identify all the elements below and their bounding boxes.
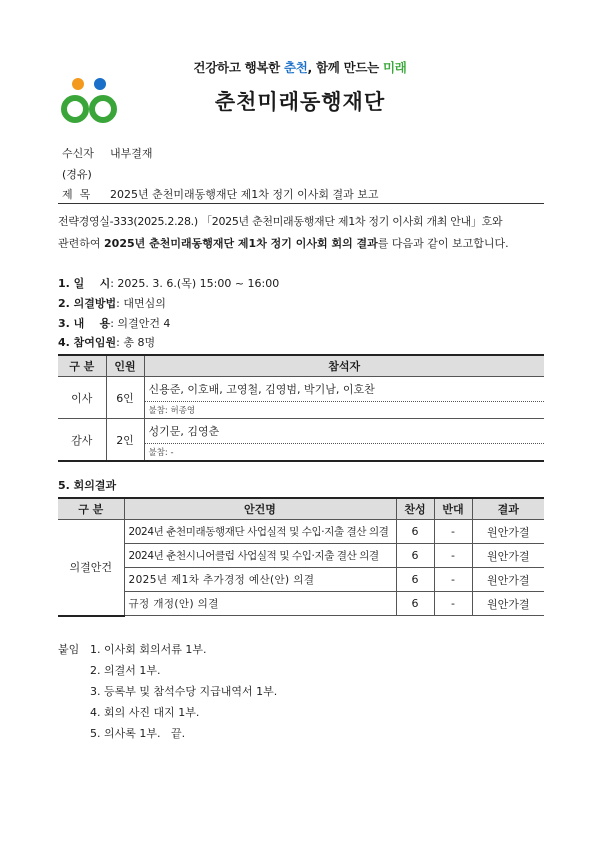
attachment-item	[58, 662, 161, 678]
subject-label: 제 목	[62, 188, 91, 201]
row-note: 불참: 허종영	[144, 402, 544, 419]
row-no: -	[434, 592, 472, 616]
table-row	[58, 544, 544, 568]
header-category: 구 분	[58, 355, 106, 377]
row-count: 6인	[106, 377, 144, 419]
slogan-text-mid: , 함께 만드는	[307, 60, 383, 75]
attachment-prefix: 붙임	[58, 643, 80, 656]
row-yes: 6	[396, 592, 434, 616]
row-note: 불참: -	[144, 444, 544, 462]
slogan	[0, 58, 600, 76]
slogan-future: 미래	[383, 60, 407, 75]
row-no: -	[434, 520, 472, 544]
via-label: (경유)	[62, 168, 92, 181]
recipient-line	[62, 145, 153, 161]
row-category: 감사	[58, 419, 106, 462]
table-row	[58, 377, 544, 402]
results-title-text: 5. 회의결과	[58, 479, 117, 492]
attachment-item	[58, 704, 199, 720]
recipient-label: 수신자	[62, 147, 94, 160]
results-title	[58, 477, 116, 493]
row-no: -	[434, 544, 472, 568]
info-label: 2. 의결방법	[58, 297, 117, 310]
header-result: 결과	[472, 498, 544, 520]
info-content	[58, 315, 170, 331]
body-line-2	[58, 233, 548, 255]
attachment-text: 3. 등록부 및 참석수당 지급내역서 1부.	[90, 685, 278, 698]
header-no: 반대	[434, 498, 472, 520]
attachment-item	[58, 683, 277, 699]
slogan-text: 건강하고 행복한	[193, 60, 284, 75]
attachment-item	[58, 725, 185, 741]
row-result: 원안가결	[472, 544, 544, 568]
row-yes: 6	[396, 544, 434, 568]
body-text-end: 를 다음과 같이 보고합니다.	[377, 237, 509, 250]
organization-name: 춘천미래동행재단	[214, 90, 386, 114]
header-attendees: 참석자	[144, 355, 544, 377]
subject-line	[62, 186, 379, 202]
slogan-city: 춘천	[283, 60, 308, 75]
body-paragraph	[58, 211, 548, 255]
info-value: : 의결안건 4	[110, 317, 171, 330]
table-row	[58, 568, 544, 592]
table-row	[58, 592, 544, 616]
row-no: -	[434, 568, 472, 592]
recipient-value: 내부결재	[110, 147, 153, 160]
row-yes: 6	[396, 568, 434, 592]
attachment-text: 1. 이사회 회의서류 1부.	[90, 643, 207, 656]
body-text: 관련하여	[58, 237, 105, 250]
info-label: 3. 내 용	[58, 317, 111, 330]
row-agenda: 2024년 춘천시니어클럽 사업실적 및 수입·지출 결산 의결	[124, 544, 396, 568]
info-value: : 2025. 3. 6.(목) 15:00 ~ 16:00	[110, 277, 280, 290]
via-line	[62, 166, 92, 182]
body-bold: 2025년 춘천미래동행재단 제1차 정기 이사회 회의 결과	[104, 237, 378, 250]
attachment-item	[58, 641, 207, 657]
subject-value: 2025년 춘천미래동행재단 제1차 정기 이사회 결과 보고	[110, 188, 379, 201]
attachment-text: 5. 의사록 1부. 끝.	[90, 727, 186, 740]
header-agenda: 안건명	[124, 498, 396, 520]
row-names: 성기문, 김영춘	[144, 419, 544, 444]
row-result: 원안가결	[472, 568, 544, 592]
body-line-1: 전략경영실-333(2025.2.28.) 「2025년 춘천미래동행재단 제1차 정기 이사회 개최 안내」호와	[58, 215, 503, 228]
row-agenda: 2025년 제1차 추가경정 예산(안) 의결	[124, 568, 396, 592]
info-label: 4. 참여임원	[58, 336, 117, 349]
row-result: 원안가결	[472, 520, 544, 544]
info-value: : 총 8명	[116, 336, 156, 349]
results-table	[58, 497, 544, 617]
table-header	[58, 355, 544, 377]
attendance-table	[58, 354, 544, 462]
row-category: 이사	[58, 377, 106, 419]
header-yes: 찬성	[396, 498, 434, 520]
table-row	[58, 520, 544, 544]
row-category: 의결안건	[58, 520, 124, 616]
attachment-text: 2. 의결서 1부.	[90, 664, 161, 677]
info-method	[58, 295, 166, 311]
table-header	[58, 498, 544, 520]
row-agenda: 2024년 춘천미래동행재단 사업실적 및 수입·지출 결산 의결	[124, 520, 396, 544]
info-label: 1. 일 시	[58, 277, 111, 290]
divider	[58, 203, 544, 204]
table-row	[58, 419, 544, 444]
info-date	[58, 275, 279, 291]
attachment-text: 4. 회의 사진 대지 1부.	[90, 706, 200, 719]
info-participants	[58, 334, 155, 350]
row-agenda: 규정 개정(안) 의결	[124, 592, 396, 616]
row-yes: 6	[396, 520, 434, 544]
row-count: 2인	[106, 419, 144, 462]
header-category: 구 분	[58, 498, 124, 520]
info-value: : 대면심의	[116, 297, 166, 310]
header-count: 인원	[106, 355, 144, 377]
row-names: 신용준, 이호배, 고영철, 김영범, 박기남, 이호찬	[144, 377, 544, 402]
row-result: 원안가결	[472, 592, 544, 616]
